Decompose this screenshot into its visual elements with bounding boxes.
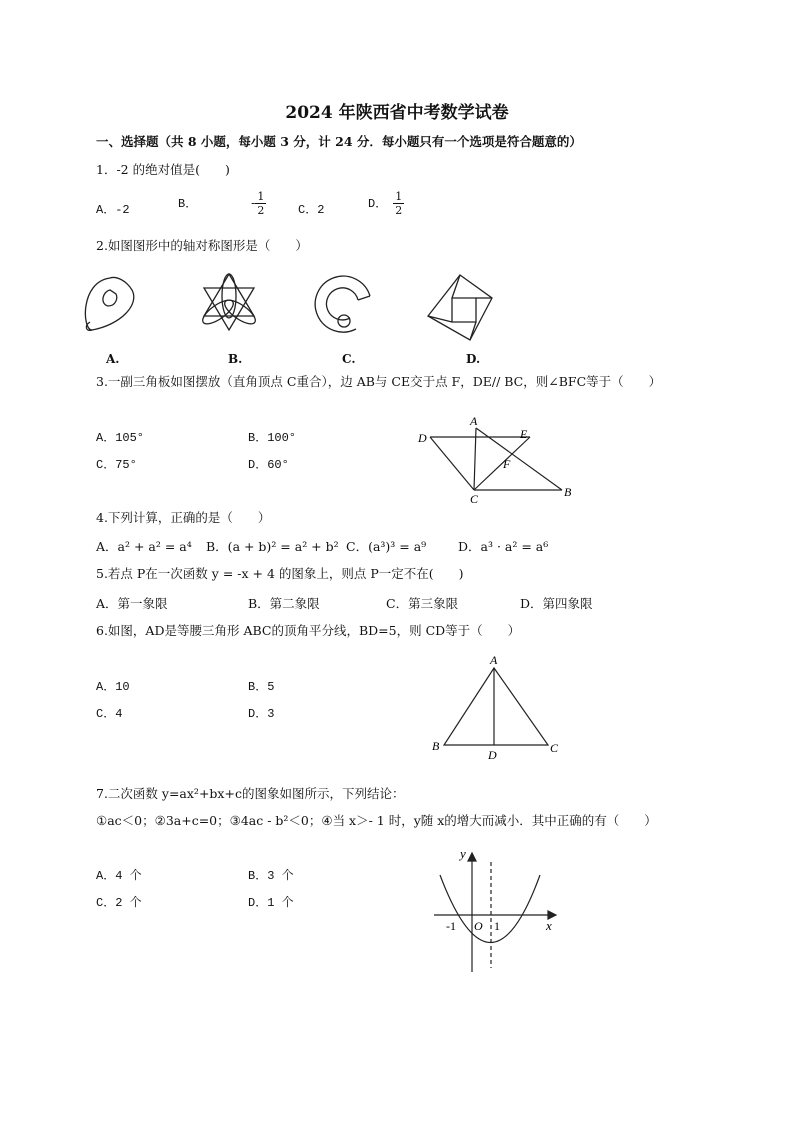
q5-option-a[interactable]: A．第一象限	[96, 596, 168, 611]
q2-label-d: D.	[466, 352, 481, 366]
q6-option-a[interactable]: A．10	[96, 680, 130, 694]
q6-option-c[interactable]: C．4	[96, 707, 123, 721]
q7-label-x: x	[546, 918, 552, 933]
q3-label-a: A	[470, 414, 478, 428]
q2-label-c: C.	[342, 352, 356, 366]
q7-option-c[interactable]: C．2 个	[96, 896, 142, 910]
q1-option-d-label: D．	[368, 197, 388, 211]
q7-label-pos1: 1	[494, 919, 500, 933]
q4-option-d[interactable]: D．a³ · a² = a⁶	[458, 539, 549, 554]
q4-option-b[interactable]: B．(a + b)² = a² + b²	[206, 539, 339, 554]
q2-label-b: B.	[228, 352, 243, 366]
q3-label-c: C	[470, 492, 479, 506]
q6-option-b[interactable]: B．5	[248, 680, 275, 694]
q1-d-numerator: 1	[395, 190, 403, 203]
q3-option-a[interactable]: A．105°	[96, 431, 145, 445]
q7-conditions: ①ac＜0；②3a+c=0；③4ac - b²＜0；④当 x＞- 1 时，y随 x的增大而减小．其中正确的有（ ）	[96, 813, 657, 828]
q4-option-a[interactable]: A．a² + a² = a⁴	[96, 539, 192, 554]
q1-option-b-sign: -	[251, 195, 256, 210]
q1-b-numerator: 1	[257, 190, 265, 203]
q5-option-d[interactable]: D．第四象限	[520, 596, 593, 611]
q3-label-e: E	[520, 427, 528, 441]
q7-option-a[interactable]: A．4 个	[96, 869, 142, 883]
q6-label-d: D	[488, 748, 497, 762]
q3-option-b[interactable]: B．100°	[248, 431, 297, 445]
q4-stem: 4.下列计算，正确的是（ ）	[96, 510, 271, 525]
q7-option-d[interactable]: D．1 个	[248, 896, 294, 910]
section-heading: 一、选择题（共 8 小题，每小题 3 分，计 24 分．每小题只有一个选项是符合题意的）	[96, 134, 582, 149]
q2-stem: 2.如图图形中的轴对称图形是（ ）	[96, 238, 308, 253]
q3-option-c[interactable]: C．75°	[96, 458, 137, 472]
page-title: 2024 年陕西省中考数学试卷	[285, 103, 509, 123]
q7-label-origin: O	[474, 919, 483, 933]
q6-option-d[interactable]: D．3	[248, 707, 275, 721]
q5-option-b[interactable]: B．第二象限	[248, 596, 320, 611]
q3-label-d: D	[418, 431, 427, 445]
q2-label-a: A.	[106, 352, 120, 366]
q4-option-c[interactable]: C．(a³)³ = a⁹	[346, 539, 427, 554]
q5-option-c[interactable]: C．第三象限	[386, 596, 459, 611]
q6-label-a: A	[490, 653, 498, 667]
q6-label-b: B	[432, 739, 440, 753]
q3-stem: 3.一副三角板如图摆放（直角顶点 C重合），边 AB与 CE交于点 F，DE// BC，则∠BFC等于（ ）	[96, 374, 662, 389]
q1-d-denominator: 2	[395, 204, 403, 217]
q1-option-a[interactable]: A．-2	[96, 203, 130, 217]
q3-label-b: B	[564, 485, 572, 499]
q6-label-c: C	[550, 741, 559, 755]
q1-b-denominator: 2	[257, 204, 265, 217]
q6-stem: 6.如图，AD是等腰三角形 ABC的顶角平分线，BD=5，则 CD等于（ ）	[96, 623, 521, 638]
q7-label-neg1: -1	[446, 919, 456, 933]
q1-option-c[interactable]: C．2	[298, 203, 325, 217]
q5-stem: 5.若点 P在一次函数 y = -x + 4 的图象上，则点 P一定不在( )	[96, 566, 464, 581]
q1-option-b-label: B．	[178, 197, 198, 211]
q7-option-b[interactable]: B．3 个	[248, 869, 294, 883]
q1-stem: 1．-2 的绝对值是( )	[96, 162, 230, 177]
q3-option-d[interactable]: D．60°	[248, 458, 289, 472]
q7-label-y: y	[460, 846, 466, 861]
q7-stem: 7.二次函数 y=ax²+bx+c的图象如图所示，下列结论：	[96, 786, 405, 801]
q3-label-f: F	[503, 457, 511, 471]
